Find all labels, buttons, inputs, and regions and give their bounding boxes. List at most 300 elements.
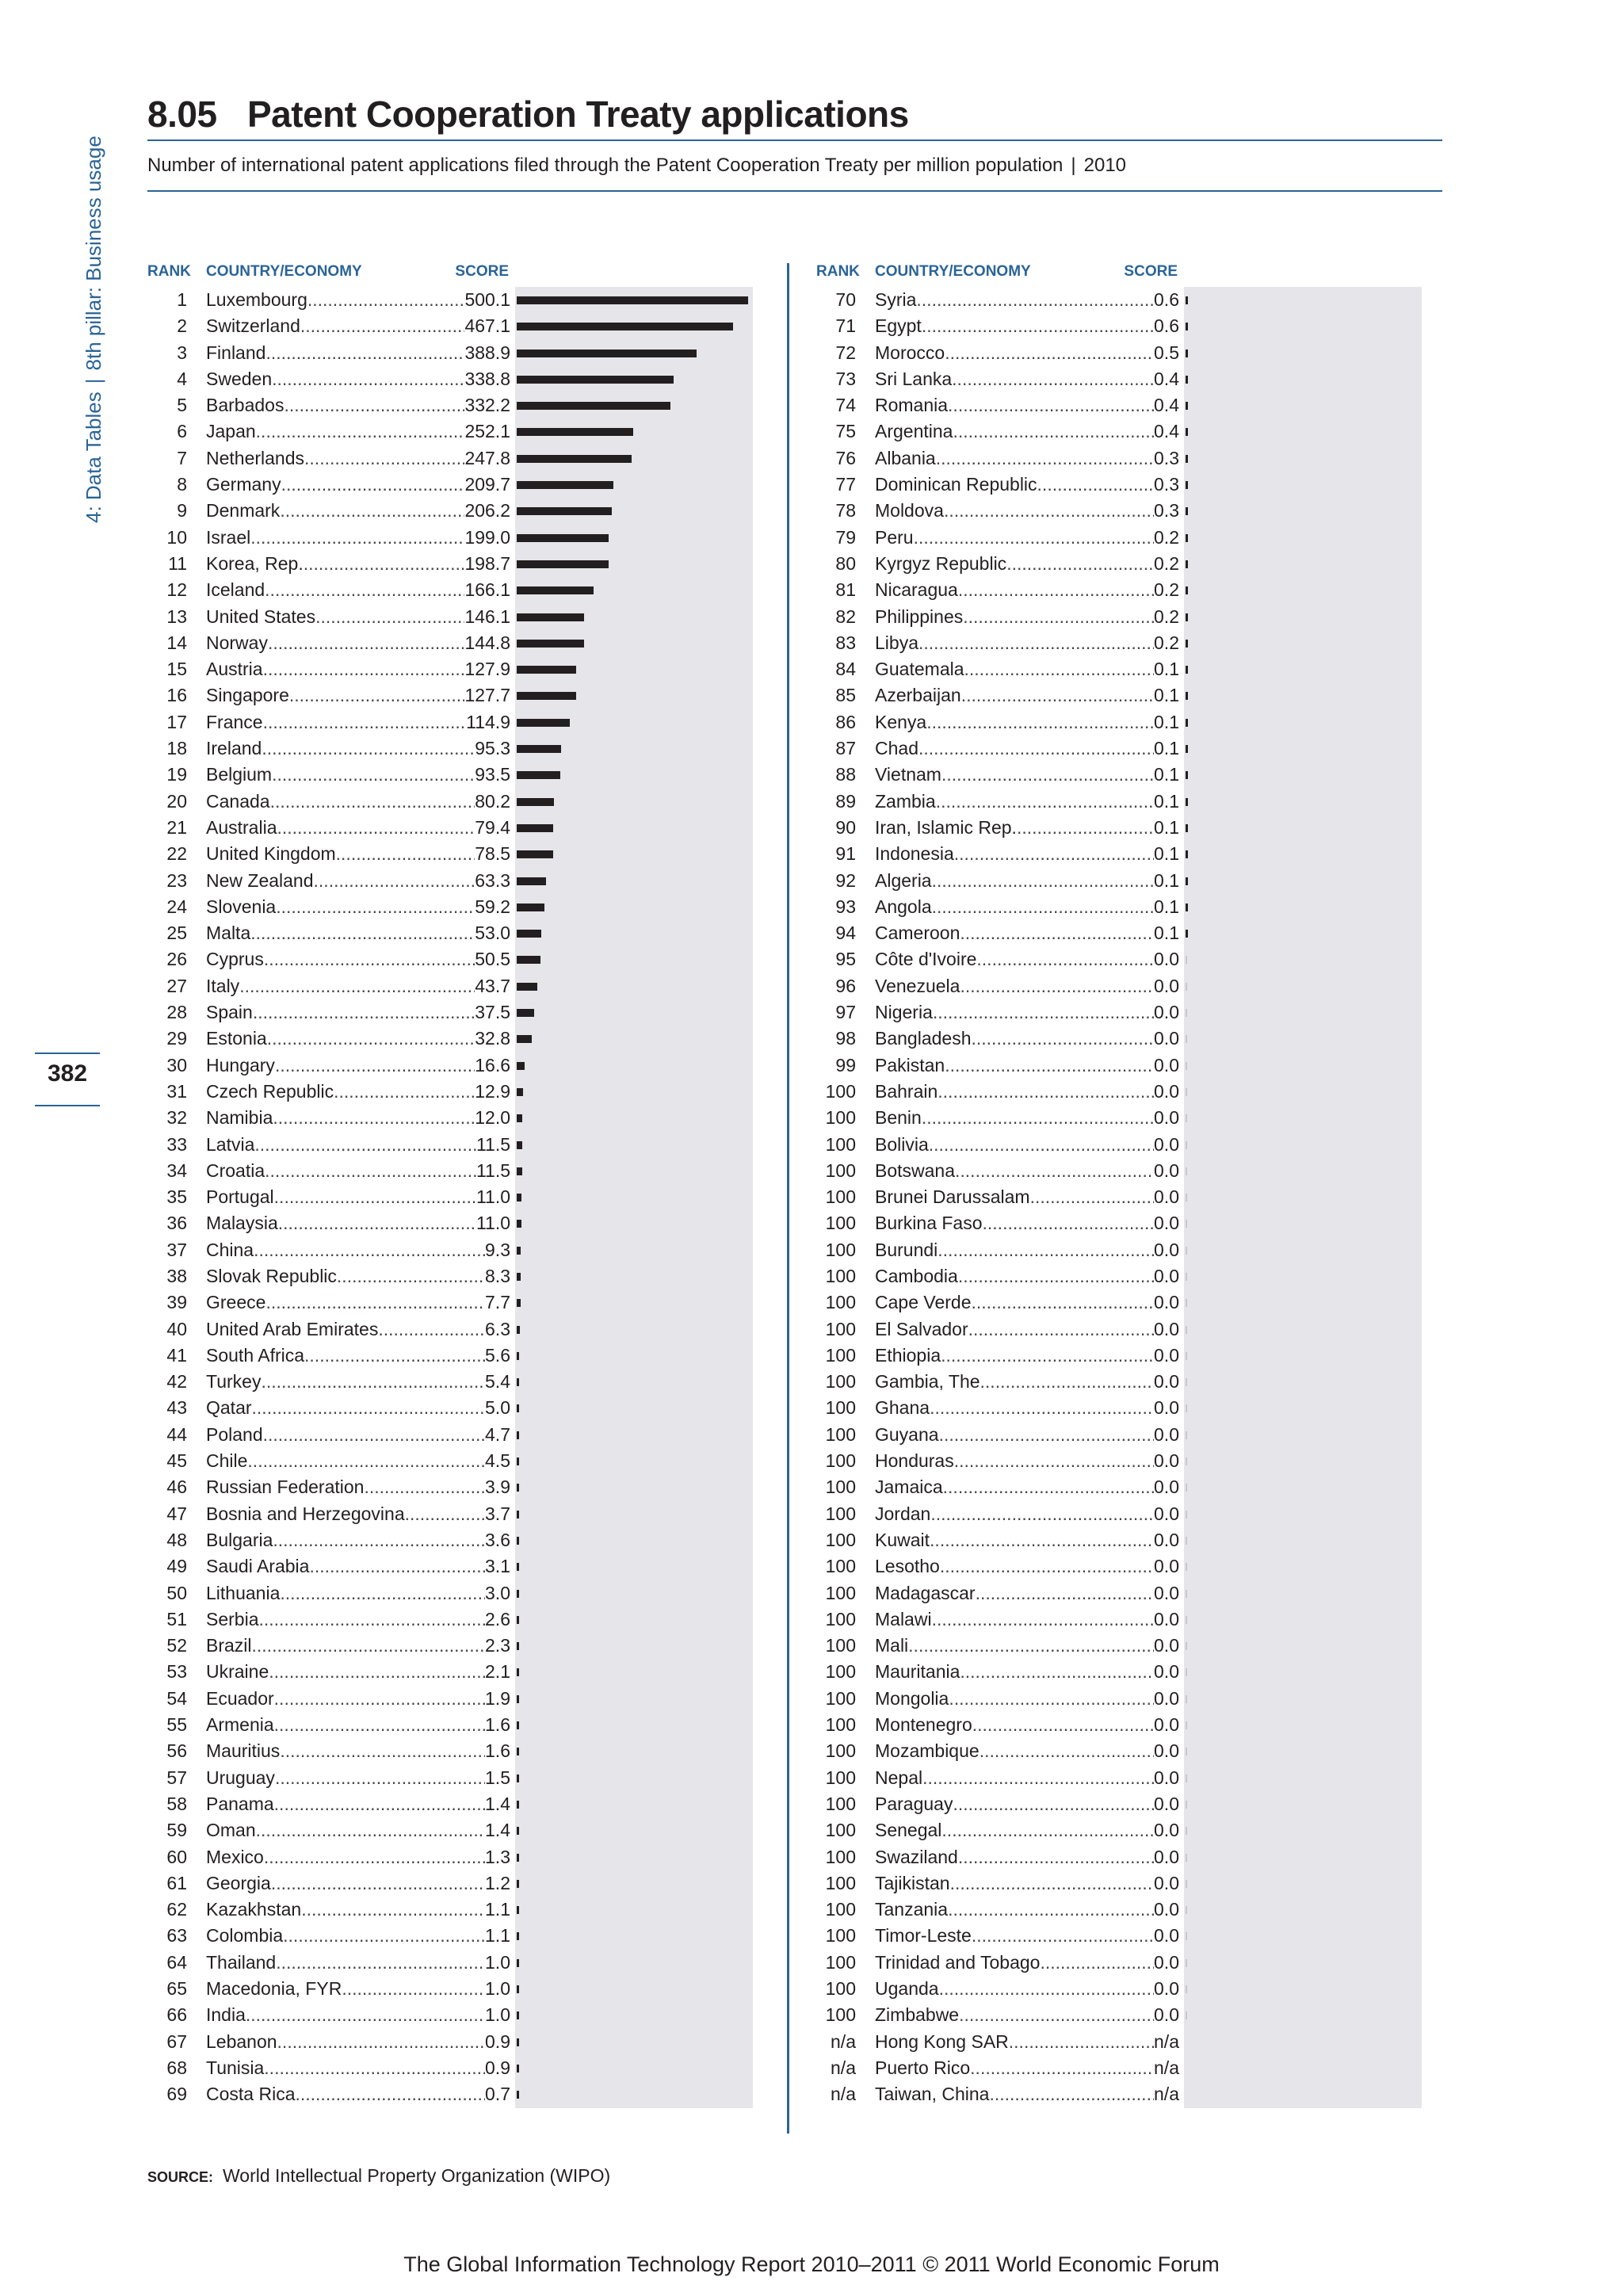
rank-cell: 100 (825, 1582, 856, 1603)
rank-cell: 67 (166, 2030, 187, 2052)
section-side-label: 4: Data Tables|8th pillar: Business usage (82, 136, 105, 523)
dot-leader (337, 1263, 485, 1289)
score-bar (1186, 1035, 1187, 1043)
country-cell (206, 2002, 510, 2028)
country-name: Iran, Islamic Rep. (875, 816, 1017, 838)
country-name: Belgium (206, 764, 273, 785)
country-name: Sri Lanka (875, 368, 953, 389)
score-cell: 1.6 (485, 1714, 510, 1736)
score-bar (517, 402, 670, 410)
country-name: Serbia (206, 1608, 259, 1629)
score-cell: 0.1 (1154, 843, 1179, 865)
country-cell (206, 868, 510, 894)
table-header (147, 89, 1442, 192)
country-cell (206, 1210, 510, 1236)
country-cell (206, 418, 510, 445)
rank-cell: 8 (177, 474, 187, 495)
table-row (147, 1765, 781, 1791)
score-cell: 63.3 (475, 869, 510, 891)
table-row (816, 999, 1450, 1026)
dot-leader (980, 1738, 1154, 1764)
country-cell (875, 630, 1179, 656)
table-row (147, 735, 781, 762)
country-cell (875, 1791, 1179, 1817)
rank-cell: 26 (166, 949, 187, 970)
dot-leader (265, 1158, 476, 1184)
country-name: Qatar (206, 1397, 252, 1419)
country-cell (206, 1237, 510, 1263)
rank-cell: 43 (166, 1397, 187, 1419)
country-cell (875, 735, 1179, 762)
table-row (147, 1158, 781, 1184)
rank-cell: n/a (831, 2084, 856, 2105)
dot-leader (932, 894, 1154, 920)
rank-cell: 81 (835, 579, 856, 601)
table-row (816, 1659, 1450, 1685)
country-name: Denmark (206, 500, 281, 521)
rank-cell: 100 (825, 1899, 856, 1920)
rank-cell: 100 (825, 1397, 856, 1419)
dot-leader (941, 1817, 1154, 1843)
score-bar (1186, 560, 1188, 568)
rank-cell: 83 (835, 632, 856, 653)
score-cell: 0.3 (1154, 447, 1179, 468)
table-row (816, 1950, 1450, 1976)
table-row (147, 1237, 781, 1263)
table-row (147, 1343, 781, 1369)
country-name: Azerbaijan (875, 685, 961, 706)
dot-leader (271, 1870, 485, 1897)
score-cell: 3.6 (485, 1529, 510, 1550)
country-cell (875, 1237, 1179, 1263)
score-cell: 0.5 (1154, 342, 1179, 363)
country-cell (206, 1132, 510, 1158)
dot-leader (284, 392, 464, 418)
subtitle-year: 2010 (1083, 155, 1127, 176)
rank-cell: 30 (166, 1054, 187, 1075)
country-name: Macedonia, FYR (206, 1978, 342, 1999)
table-row (816, 2002, 1450, 2028)
country-name: Mexico (206, 1846, 264, 1867)
score-cell: 388.9 (464, 342, 510, 363)
country-cell (875, 577, 1179, 603)
score-cell: 5.4 (485, 1371, 510, 1392)
dot-leader (239, 973, 475, 999)
country-cell (875, 1976, 1179, 2002)
country-name: Sweden (206, 368, 273, 389)
country-cell (875, 1738, 1179, 1764)
score-cell: 500.1 (464, 289, 510, 310)
rank-cell: 69 (166, 2084, 187, 2105)
score-bar (517, 1827, 519, 1835)
score-cell: 32.8 (475, 1028, 510, 1049)
rank-cell: 38 (166, 1265, 187, 1286)
score-cell: 50.5 (475, 949, 510, 970)
dot-leader (254, 1237, 485, 1263)
table-number: 8.05 (147, 94, 217, 135)
left-table-rows (147, 287, 781, 2107)
score-cell: 1.1 (485, 1899, 510, 1920)
score-cell: 1.6 (485, 1740, 510, 1762)
country-cell (206, 656, 510, 682)
page-title (147, 89, 1442, 139)
score-cell: 0.0 (1154, 1423, 1179, 1445)
dot-leader (265, 1289, 485, 1316)
table-row (147, 1263, 781, 1289)
country-name: Guyana (875, 1423, 939, 1445)
rank-cell: 61 (166, 1872, 187, 1893)
rank-cell: 76 (835, 447, 856, 468)
country-cell (206, 2055, 510, 2081)
dot-leader (932, 868, 1154, 894)
score-cell: 3.0 (485, 1582, 510, 1603)
score-cell: 127.9 (464, 659, 510, 680)
score-bar (517, 877, 546, 885)
rank-cell: 10 (166, 526, 187, 548)
country-cell (206, 709, 510, 735)
rank-cell: 57 (166, 1767, 187, 1788)
rank-cell: 86 (835, 711, 856, 732)
score-cell: 252.1 (464, 421, 510, 442)
table-row (816, 392, 1450, 418)
country-cell (875, 1289, 1179, 1316)
score-bar (517, 798, 554, 806)
score-cell: 9.3 (485, 1239, 510, 1260)
country-cell (206, 1079, 510, 1105)
country-name: Morocco (875, 342, 945, 363)
rank-cell: 24 (166, 896, 187, 917)
score-bar (517, 1563, 519, 1571)
dot-leader (276, 1950, 485, 1976)
score-bar (517, 1326, 520, 1334)
country-cell (206, 1817, 510, 1843)
rank-cell: 54 (166, 1687, 187, 1709)
score-cell: 43.7 (475, 975, 510, 996)
country-cell (875, 1580, 1179, 1606)
country-cell (206, 1026, 510, 1052)
rank-cell: n/a (831, 2030, 856, 2052)
country-name: Russian Federation (206, 1477, 365, 1498)
score-bar (1186, 1431, 1187, 1439)
score-bar (1186, 1959, 1187, 1967)
score-bar (1186, 1088, 1187, 1096)
dot-leader (939, 1976, 1154, 2002)
score-cell: 199.0 (464, 526, 510, 548)
rank-cell: 100 (825, 1107, 856, 1129)
score-cell: 95.3 (475, 738, 510, 759)
dot-leader (269, 1659, 485, 1685)
dot-leader (930, 1501, 1154, 1527)
table-row (816, 1765, 1450, 1791)
rank-cell: 6 (177, 421, 187, 442)
country-cell (875, 1448, 1179, 1474)
score-cell: 0.0 (1154, 1767, 1179, 1788)
score-bar (517, 1035, 532, 1043)
country-cell (206, 815, 510, 841)
dot-leader (971, 1289, 1154, 1316)
table-row (816, 682, 1450, 709)
score-cell: 0.7 (485, 2084, 510, 2105)
score-bar (517, 507, 612, 515)
score-bar (1186, 1511, 1187, 1519)
table-row (147, 1633, 781, 1659)
table-row (147, 1501, 781, 1527)
table-row (147, 1580, 781, 1606)
country-name: Botswana (875, 1159, 956, 1181)
country-cell (206, 1501, 510, 1527)
score-bar (1186, 771, 1188, 779)
country-cell (875, 841, 1179, 867)
table-row (816, 1079, 1450, 1105)
dot-leader (1037, 472, 1154, 498)
score-cell: 144.8 (464, 632, 510, 653)
rank-cell: 98 (835, 1028, 856, 1049)
dot-leader (280, 1738, 485, 1764)
country-name: Nicaragua (875, 579, 958, 601)
score-cell: 0.0 (1154, 975, 1179, 996)
country-name: Georgia (206, 1872, 271, 1893)
dot-leader (273, 1105, 475, 1131)
left-column-header (147, 258, 781, 287)
country-cell (875, 340, 1179, 366)
dot-leader (278, 1210, 476, 1236)
rank-cell: 100 (825, 1186, 856, 1208)
dot-leader (960, 1659, 1154, 1685)
table-row (816, 313, 1450, 339)
country-cell (875, 1026, 1179, 1052)
country-cell (875, 445, 1179, 472)
score-cell: 2.1 (485, 1661, 510, 1683)
rank-cell: 20 (166, 790, 187, 812)
table-row (147, 551, 781, 577)
rank-cell: 100 (825, 1714, 856, 1736)
country-name: China (206, 1239, 254, 1260)
score-bar (517, 376, 674, 384)
score-bar (1186, 296, 1188, 304)
score-bar (517, 1114, 522, 1122)
score-cell: 1.0 (485, 2004, 510, 2026)
rank-cell: 100 (825, 1477, 856, 1498)
table-row (816, 1606, 1450, 1633)
score-cell: 59.2 (475, 896, 510, 917)
score-cell: 0.3 (1154, 500, 1179, 521)
rank-cell: 4 (177, 368, 187, 389)
score-bar (517, 1220, 521, 1228)
dot-leader (315, 604, 464, 630)
score-bar (1186, 586, 1188, 594)
score-cell: n/a (1154, 2057, 1179, 2078)
country-cell (206, 999, 510, 1026)
table-row (816, 1474, 1450, 1500)
rank-cell: 21 (166, 816, 187, 838)
country-cell (206, 366, 510, 392)
score-cell: 1.0 (485, 1951, 510, 1973)
rank-cell: 93 (835, 896, 856, 917)
dot-leader (922, 313, 1154, 339)
score-cell: 0.9 (485, 2057, 510, 2078)
score-bar (517, 1906, 519, 1914)
table-row (147, 1527, 781, 1553)
score-cell: 93.5 (475, 764, 510, 785)
score-cell: 0.0 (1154, 949, 1179, 970)
dot-leader (334, 1079, 475, 1105)
rank-cell: 64 (166, 1951, 187, 1973)
table-row (147, 445, 781, 472)
score-bar (517, 586, 594, 594)
rank-cell: 28 (166, 1002, 187, 1023)
table-row (147, 999, 781, 1026)
score-cell: 0.4 (1154, 395, 1179, 416)
dot-leader (247, 1448, 485, 1474)
score-bar (1186, 983, 1187, 991)
score-bar (1186, 956, 1187, 964)
table-row (816, 1553, 1450, 1580)
dot-leader (274, 1686, 485, 1712)
table-row (816, 1210, 1450, 1236)
country-name: Thailand (206, 1951, 277, 1973)
country-cell (875, 2081, 1179, 2107)
score-cell: 209.7 (464, 474, 510, 495)
country-cell (206, 1791, 510, 1817)
score-bar (1186, 824, 1188, 832)
country-name: Ethiopia (875, 1344, 941, 1366)
dot-leader (961, 682, 1154, 709)
country-cell (206, 920, 510, 946)
country-cell (875, 1132, 1179, 1158)
country-cell (875, 1474, 1179, 1500)
country-cell (206, 789, 510, 815)
dot-leader (274, 1184, 476, 1210)
right-column-header (816, 258, 1450, 287)
table-row (816, 472, 1450, 498)
table-row (816, 1686, 1450, 1712)
country-name: United States (206, 606, 316, 627)
rank-cell: 42 (166, 1371, 187, 1392)
score-bar (1186, 428, 1188, 436)
score-cell: 0.0 (1154, 1450, 1179, 1472)
score-bar (1186, 1009, 1187, 1017)
table-row (147, 604, 781, 630)
country-cell (206, 551, 510, 577)
country-name: Malaysia (206, 1213, 278, 1234)
page-number-rule-top (35, 1052, 100, 1054)
rank-cell: 74 (835, 395, 856, 416)
country-name: South Africa (206, 1344, 305, 1366)
rank-cell: 58 (166, 1793, 187, 1814)
country-name: Turkey (206, 1371, 262, 1392)
country-name: Colombia (206, 1925, 284, 1946)
score-bar (1186, 1748, 1187, 1755)
country-name: Hungary (206, 1054, 275, 1075)
dot-leader (264, 946, 475, 972)
rank-cell: 85 (835, 685, 856, 706)
country-name: Austria (206, 659, 263, 680)
dot-leader (980, 1369, 1154, 1395)
country-name: Cameroon (875, 923, 960, 944)
country-cell (875, 1553, 1179, 1580)
score-cell: 0.0 (1154, 1371, 1179, 1392)
country-name: Mozambique (875, 1740, 980, 1762)
table-row (147, 1448, 781, 1474)
score-bar (1186, 1537, 1187, 1545)
country-cell (206, 287, 510, 313)
dot-leader (253, 999, 475, 1026)
table-row (147, 762, 781, 788)
country-cell (206, 1738, 510, 1764)
score-bar (1186, 507, 1188, 515)
rank-cell: 2 (177, 315, 187, 337)
country-name: Guatemala (875, 659, 964, 680)
rank-cell: 75 (835, 421, 856, 442)
table-row (816, 1738, 1450, 1764)
dot-leader (261, 1369, 485, 1395)
score-cell: 1.1 (485, 1925, 510, 1946)
country-name: New Zealand (206, 869, 314, 891)
country-cell (206, 1606, 510, 1633)
table-row (147, 472, 781, 498)
dot-leader (263, 656, 465, 682)
table-row (147, 1844, 781, 1870)
country-name: Panama (206, 1793, 274, 1814)
score-bar (517, 904, 544, 911)
score-bar (517, 1854, 519, 1862)
score-bar (1186, 1985, 1187, 1993)
subtitle-rule (147, 190, 1442, 192)
score-cell: 0.0 (1154, 1661, 1179, 1683)
score-bar (517, 1299, 521, 1307)
country-name: Armenia (206, 1714, 274, 1736)
rank-cell: 66 (166, 2004, 187, 2026)
country-cell (875, 1501, 1179, 1527)
rank-cell: 100 (825, 1661, 856, 1683)
country-name: Syria (875, 289, 917, 310)
source-text: World Intellectual Property Organization (WIPO) (223, 2165, 611, 2186)
table-row (147, 1791, 781, 1817)
rank-cell: 29 (166, 1028, 187, 1049)
table-row (816, 1395, 1450, 1421)
country-name: Ukraine (206, 1661, 269, 1683)
country-name: Argentina (875, 421, 953, 442)
table-row (816, 340, 1450, 366)
dot-leader (976, 946, 1154, 972)
score-bar (1186, 1326, 1187, 1334)
table-row (147, 946, 781, 972)
rank-cell: 68 (166, 2057, 187, 2078)
table-row (147, 682, 781, 709)
country-cell (875, 1210, 1179, 1236)
rank-cell: 100 (825, 1080, 856, 1102)
country-cell (875, 1686, 1179, 1712)
rank-cell: 65 (166, 1978, 187, 1999)
country-header: COUNTRY/ECONOMY (206, 263, 362, 280)
table-row (147, 868, 781, 894)
dot-leader (304, 445, 464, 472)
table-row (147, 340, 781, 366)
country-name: Burundi (875, 1239, 938, 1260)
rank-cell: 100 (825, 2004, 856, 2026)
table-row (147, 498, 781, 524)
dot-leader (929, 1132, 1154, 1158)
subtitle-text: Number of international patent applications filed through the Patent Cooperation Treaty per million population (147, 155, 1064, 176)
country-cell (875, 418, 1179, 445)
country-cell (875, 999, 1179, 1026)
country-name: Montenegro (875, 1714, 972, 1736)
score-bar (517, 1194, 521, 1201)
score-cell: 3.9 (485, 1477, 510, 1498)
rank-cell: 1 (177, 289, 187, 310)
rank-cell: 73 (835, 368, 856, 389)
rank-cell: 59 (166, 1820, 187, 1841)
